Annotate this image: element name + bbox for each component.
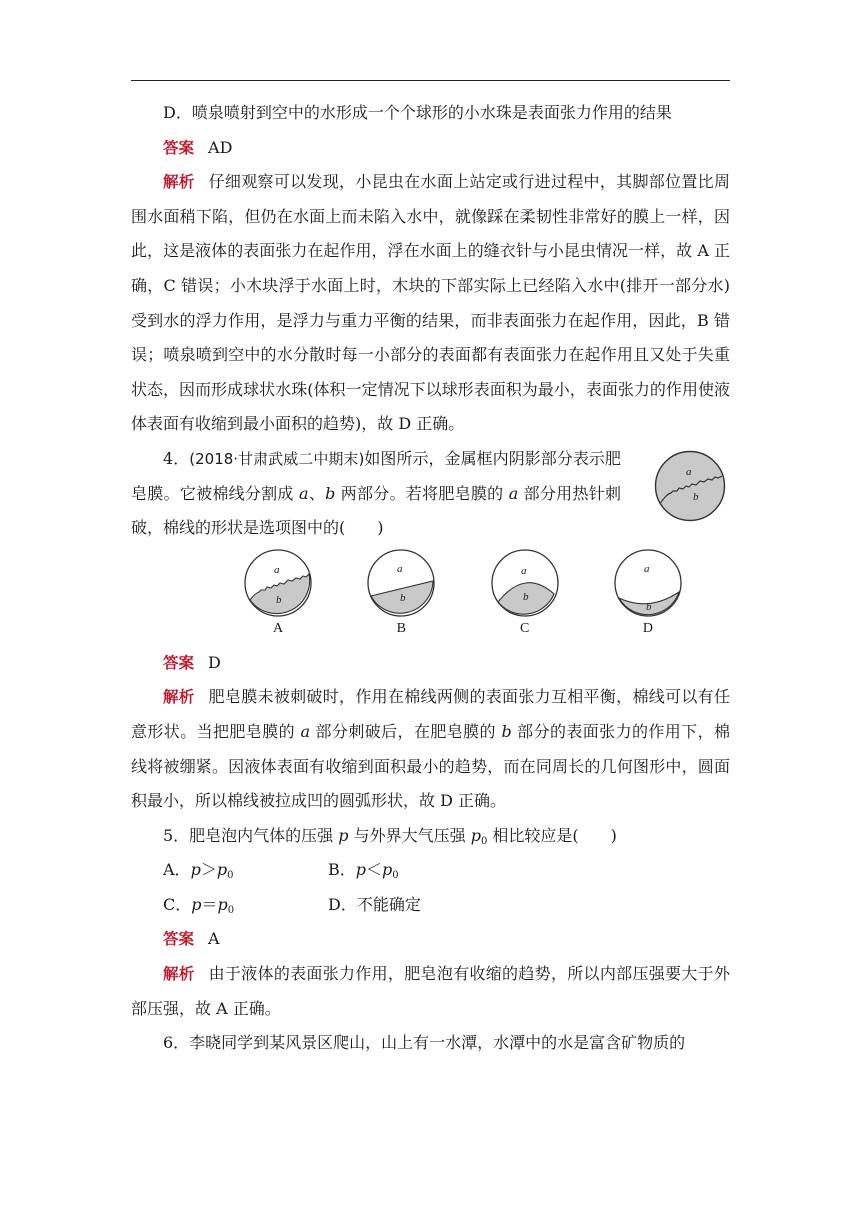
analysis-text: 部分刺破后，在肥皂膜的 xyxy=(310,721,502,741)
q5-stem xyxy=(131,819,730,854)
q5-stem-part: 相比较应是( ) xyxy=(487,825,617,845)
q4-answer xyxy=(131,646,730,681)
q5-choice-b xyxy=(328,853,493,888)
choice-letter: B． xyxy=(328,860,356,880)
question-4 xyxy=(131,442,730,546)
choice-sub: 0 xyxy=(392,870,399,882)
var-b: b xyxy=(501,721,512,741)
option-d-label-a: a xyxy=(643,562,650,575)
q4-stem-part: 如图所示，金属框内阴影部分表示肥皂膜。它被棉线分割成 xyxy=(131,448,621,503)
var-a: a xyxy=(300,721,311,741)
figure-label-a: a xyxy=(686,465,692,478)
option-b-label: B xyxy=(396,620,406,636)
choice-op: ＝ xyxy=(201,894,218,914)
answer-value: A xyxy=(208,929,220,949)
q4-stem-part: 部分用热针刺破，棉线的形状是选项图中的( ) xyxy=(131,483,621,538)
answer-value: D xyxy=(208,652,221,672)
q3-answer xyxy=(131,131,730,166)
answer-value: AD xyxy=(208,137,233,157)
q6-stem: 6．李晓同学到某风景区爬山，山上有一水潭，水潭中的水是富含矿物质的 xyxy=(163,1033,686,1053)
choice-letter: C． xyxy=(163,894,192,914)
var-b: b xyxy=(325,483,336,503)
option-a-label-b: b xyxy=(276,593,282,606)
option-c-label-b: b xyxy=(522,590,529,603)
option-d-label-b: b xyxy=(645,600,652,613)
option-d-diagram xyxy=(613,548,683,618)
answer-label: 答案 xyxy=(163,653,195,672)
option-c-diagram xyxy=(490,548,560,618)
choice-sub: 0 xyxy=(227,904,235,916)
option-c-label-a: a xyxy=(520,564,527,577)
option-b-label-a: a xyxy=(397,562,403,575)
figure-label-b: b xyxy=(693,490,699,503)
q4-source: (2018·甘肃武威二中期末) xyxy=(189,449,365,468)
q5-analysis xyxy=(131,957,730,1026)
option-b-diagram xyxy=(366,548,436,618)
option-a-diagram xyxy=(243,548,313,618)
analysis-text: 部分的表面张力的作用下，棉线将被绷紧。因液体表面有收缩到面积最小的趋势，而在同周长的几何图形中，圆面积最小，所以棉线被拉成凹的圆弧形状，故 D 正确。 xyxy=(131,721,730,811)
var-p: p xyxy=(338,825,349,845)
option-d-label: D xyxy=(642,620,654,636)
analysis-label: 解析 xyxy=(163,965,195,984)
soap-film-figure xyxy=(654,450,726,522)
q4-option-figures xyxy=(243,548,683,638)
answer-label: 答案 xyxy=(163,138,195,157)
choice-sub: 0 xyxy=(227,870,234,882)
choice-rhs: p xyxy=(217,894,228,914)
q4-stem xyxy=(131,442,621,546)
q5-choice-a xyxy=(163,853,328,888)
option-a-label: A xyxy=(272,620,284,636)
analysis-text: 由于液体的表面张力作用，肥皂泡有收缩的趋势，所以内部压强要大于外部压强，故 A 正确。 xyxy=(131,964,730,1018)
q5-stem-part: 5．肥皂泡内气体的压强 xyxy=(163,825,339,845)
q4-analysis xyxy=(131,680,730,818)
choice-op: ＜ xyxy=(366,860,383,880)
choice-text: 不能确定 xyxy=(356,894,421,914)
choice-letter: D． xyxy=(328,894,357,914)
choice-lhs: p xyxy=(191,894,202,914)
var-a: a xyxy=(508,483,519,503)
analysis-text: 仔细观察可以发现，小昆虫在水面上站定或行进过程中，其脚部位置比周围水面稍下陷，但仍在水面上而未陷入水中，就像踩在柔韧性非常好的膜上一样，因此，这是液体的表面张力在起作用，浮在水面上的缝衣针与小昆虫情况一样，故 A 正确，C 错误；小木块浮于水面上时，木块的下部实际上已经陷入水中(排开一部分水)受到水的浮力作用，是浮力与重力平衡的结果，而非表面张力在起作用，因此，B 错误；喷泉喷到空中的水分散时每一小部分的表面都有表面张力在起作用且又处于失重状态，因而形成球状水珠(体积一定情况下以球形表面积为最小，表面张力的作用使液体表面有收缩到最小面积的趋势)，故 D 正确。 xyxy=(131,172,730,434)
answer-label: 答案 xyxy=(163,930,195,949)
choice-lhs: p xyxy=(355,860,367,880)
q4-stem-part: 两部分。若将肥皂膜的 xyxy=(335,483,509,503)
q3-analysis xyxy=(131,165,730,442)
q5-stem-part: 与外界大气压强 xyxy=(348,825,471,845)
option-figure-c xyxy=(490,548,560,638)
subscript-0: 0 xyxy=(480,835,488,847)
option-b-label-b: b xyxy=(400,591,406,604)
q5-choices-row-1 xyxy=(131,853,730,888)
q5-choices-row-2 xyxy=(131,888,730,923)
option-figure-d xyxy=(613,548,683,638)
option-figure-b xyxy=(366,548,436,638)
q5-answer xyxy=(131,922,730,957)
q4-number: 4． xyxy=(163,448,190,468)
page-content xyxy=(131,96,730,1061)
choice-rhs: p xyxy=(382,860,393,880)
q3-option-d: D．喷泉喷射到空中的水形成一个个球形的小水珠是表面张力作用的结果 xyxy=(163,103,672,122)
option-c-label: C xyxy=(519,620,530,636)
choice-rhs: p xyxy=(216,860,228,880)
analysis-text: 肥皂膜未被刺破时，作用在棉线两侧的表面张力互相平衡，棉线可以有任意形状。当把肥皂膜的 xyxy=(131,687,730,741)
q4-stem-part: 、 xyxy=(308,483,326,503)
choice-letter: A． xyxy=(163,860,191,880)
q5-choice-c xyxy=(163,888,328,923)
analysis-label: 解析 xyxy=(163,173,195,192)
option-a-label-a: a xyxy=(274,563,280,576)
q5-choice-d xyxy=(328,888,493,923)
option-figure-a xyxy=(243,548,313,638)
analysis-label: 解析 xyxy=(163,688,195,707)
var-p0: p xyxy=(470,825,481,845)
choice-op: ＞ xyxy=(200,860,217,880)
header-rule xyxy=(131,80,730,81)
choice-lhs: p xyxy=(190,860,201,880)
var-a: a xyxy=(299,483,309,503)
